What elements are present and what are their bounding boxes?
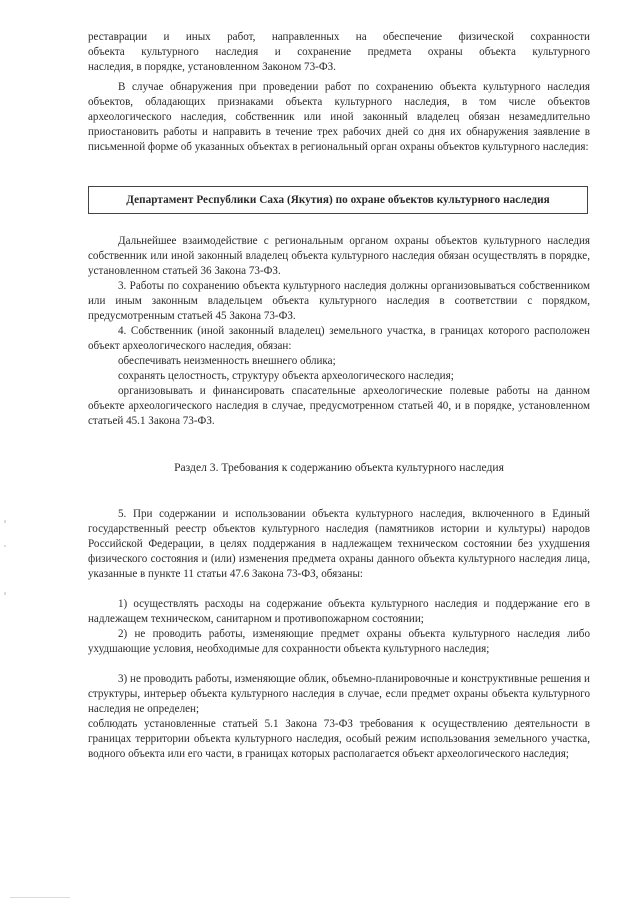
paragraph-interaction: Дальнейшее взаимодействие с региональным органом охраны объектов культурного наследия собственник или иной законный владелец объекта культурного наследия обязан осуществлять в порядке, установленном статьей 36 Закона 73-ФЗ. — [88, 235, 590, 278]
paragraph-5-item-2: 2) не проводить работы, изменяющие предмет охраны объекта культурного наследия либо ухудшающие условия, необходимые для сохранности объекта культурного наследия; — [88, 628, 590, 656]
scan-speck — [4, 545, 6, 547]
scan-speck — [4, 592, 6, 595]
top-line-3: наследия, в порядке, установленном Законом 73-ФЗ. — [88, 61, 336, 74]
top-block — [88, 30, 590, 75]
paragraph-5-item-4: соблюдать установленные статьей 5.1 Закона 73-ФЗ требования к осуществлению деятельности в границах территории объекта культурного наследия, особый режим использования земельного участка, водного объекта или его части, в границах которых располагается объект археологического наследия; — [88, 718, 590, 761]
paragraph-4: 4. Собственник (иной законный владелец) земельного участка, в границах которого расположен объект археологического наследия, обязан: — [88, 325, 590, 353]
department-box — [88, 186, 588, 214]
paragraph-5: 5. При содержании и использовании объекта культурного наследия, включенного в Единый государственный реестр объектов культурного наследия (памятников истории и культуры) народов Российской Федерации, в целях поддержания в надлежащем техническом состоянии без ухудшения физического состояния и (или) изменения предмета охраны данного объекта культурного наследия лица, указанные в пункте 11 статьи 47.6 Закона 73-ФЗ, обязаны: — [88, 508, 590, 581]
paragraph-4-item-2: сохранять целостность, структуру объекта археологического наследия; — [118, 370, 454, 382]
paragraph-4-item-1: обеспечивать неизменность внешнего облика; — [118, 355, 336, 367]
top-line-1: реставрации и иных работ, направленных на обеспечение физической сохранности — [88, 31, 590, 43]
department-name: Департамент Республики Саха (Якутия) по охране объектов культурного наследия — [126, 194, 550, 206]
top-line-2: объекта культурного наследия и сохранение предмета охраны объекта культурного — [88, 46, 590, 59]
paragraph-5-item-3: 3) не проводить работы, изменяющие облик, объемно-планировочные и конструктивные решения и структуры, интерьер объекта культурного наследия в случае, если предмет охраны объекта культурного наследия не определен; — [88, 673, 590, 716]
paragraph-4-item-3: организовывать и финансировать спасательные археологические полевые работы на данном объекте археологического наследия в случае, предусмотренном статьей 40, и в порядке, установленном статьей 45.1 Закона 73-ФЗ. — [88, 385, 590, 428]
section-title: Раздел 3. Требования к содержанию объекта культурного наследия — [174, 461, 504, 474]
scan-edge-mark — [10, 897, 70, 898]
paragraph-discovery: В случае обнаружения при проведении работ по сохранению объекта культурного наследия объектов, обладающих признаками объекта культурного наследия, в том числе объектов археологического наследия, собственник или иной законный владелец обязан незамедлительно приостановить работы и направить в течение трех рабочих дней со дня их обнаружения заявление в письменной форме об указанных объектах в региональный орган охраны объектов культурного наследия: — [88, 81, 590, 154]
scan-speck — [4, 520, 6, 523]
paragraph-3: 3. Работы по сохранению объекта культурного наследия должны организовываться собственником или иным законным владельцем объекта культурного наследия в соответствии с порядком, предусмотренным статьей 45 Закона 73-ФЗ. — [88, 280, 590, 323]
paragraph-5-item-1: 1) осуществлять расходы на содержание объекта культурного наследия и поддержание его в надлежащем техническом, санитарном и противопожарном состоянии; — [88, 598, 590, 626]
